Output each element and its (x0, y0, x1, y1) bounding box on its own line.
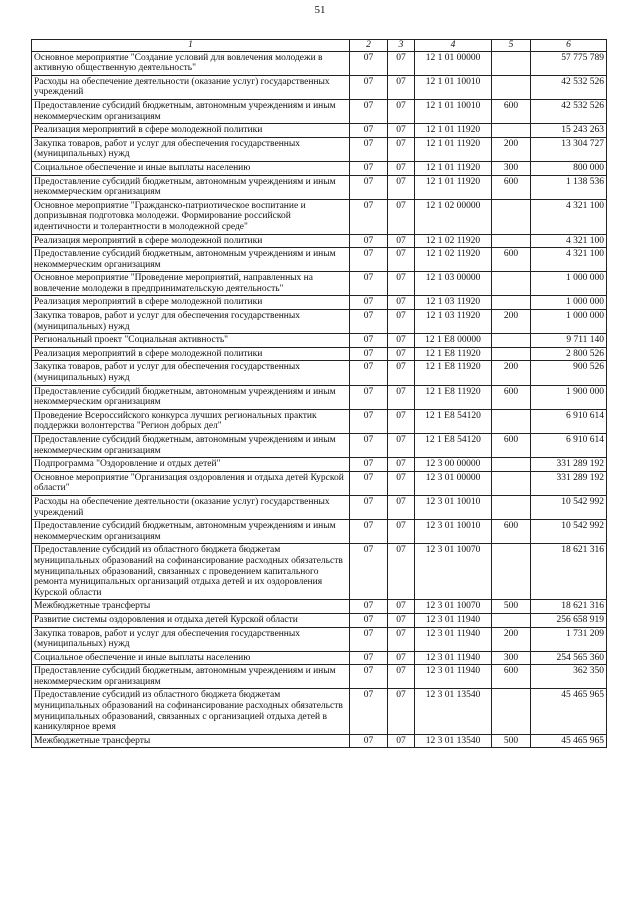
cell-section: 07 (350, 161, 388, 175)
cell-section: 07 (350, 385, 388, 409)
cell-expense-type (492, 51, 531, 75)
table-row (32, 734, 607, 748)
cell-subsection: 07 (388, 627, 415, 651)
cell-target-item: 12 1 E8 11920 (415, 361, 492, 385)
cell-subsection: 07 (388, 334, 415, 348)
cell-section: 07 (350, 175, 388, 199)
cell-subsection: 07 (388, 600, 415, 614)
table-row (32, 458, 607, 472)
cell-amount: 1 000 000 (531, 272, 607, 296)
cell-target-item: 12 1 03 00000 (415, 272, 492, 296)
table-row (32, 471, 607, 495)
cell-expense-type: 500 (492, 600, 531, 614)
cell-subsection: 07 (388, 665, 415, 689)
cell-expense-type (492, 544, 531, 600)
cell-subsection: 07 (388, 613, 415, 627)
table-row (32, 124, 607, 138)
cell-subsection: 07 (388, 409, 415, 433)
cell-section: 07 (350, 520, 388, 544)
cell-target-item: 12 1 02 11920 (415, 234, 492, 248)
cell-section: 07 (350, 234, 388, 248)
cell-amount: 1 900 000 (531, 385, 607, 409)
cell-section: 07 (350, 627, 388, 651)
cell-expense-type (492, 296, 531, 310)
cell-target-item: 12 1 01 11920 (415, 175, 492, 199)
cell-name: Реализация мероприятий в сфере молодежной политики (32, 347, 350, 361)
cell-target-item: 12 1 01 11920 (415, 161, 492, 175)
cell-section: 07 (350, 600, 388, 614)
cell-target-item: 12 1 E8 11920 (415, 347, 492, 361)
cell-expense-type: 500 (492, 734, 531, 748)
column-header-target-item: 4 (415, 40, 492, 52)
cell-amount: 45 465 965 (531, 689, 607, 734)
cell-name: Реализация мероприятий в сфере молодежной политики (32, 234, 350, 248)
cell-target-item: 12 3 01 13540 (415, 734, 492, 748)
cell-target-item: 12 1 E8 54120 (415, 409, 492, 433)
cell-name: Предоставление субсидий бюджетным, автономным учреждениям и иным некоммерческим организациям (32, 248, 350, 272)
cell-amount: 57 775 789 (531, 51, 607, 75)
cell-name: Основное мероприятие "Создание условий для вовлечения молодежи в активную общественную деятельность" (32, 51, 350, 75)
table-row (32, 361, 607, 385)
cell-expense-type: 600 (492, 520, 531, 544)
cell-section: 07 (350, 296, 388, 310)
table-row (32, 310, 607, 334)
cell-subsection: 07 (388, 471, 415, 495)
cell-expense-type (492, 272, 531, 296)
cell-amount: 362 350 (531, 665, 607, 689)
cell-section: 07 (350, 310, 388, 334)
cell-expense-type: 600 (492, 175, 531, 199)
cell-expense-type: 300 (492, 161, 531, 175)
table-row (32, 544, 607, 600)
cell-expense-type: 600 (492, 99, 531, 123)
cell-target-item: 12 1 01 11920 (415, 137, 492, 161)
cell-amount: 331 289 192 (531, 471, 607, 495)
cell-name: Предоставление субсидий бюджетным, автономным учреждениям и иным некоммерческим организациям (32, 385, 350, 409)
cell-section: 07 (350, 689, 388, 734)
cell-subsection: 07 (388, 310, 415, 334)
column-header-expense-type: 5 (492, 40, 531, 52)
cell-expense-type: 600 (492, 665, 531, 689)
cell-name: Основное мероприятие "Проведение мероприятий, направленных на вовлечение молодежи в предпринимательскую деятельность" (32, 272, 350, 296)
cell-section: 07 (350, 248, 388, 272)
column-header-amount: 6 (531, 40, 607, 52)
cell-amount: 800 000 (531, 161, 607, 175)
cell-subsection: 07 (388, 272, 415, 296)
cell-target-item: 12 1 01 10010 (415, 99, 492, 123)
table-row (32, 248, 607, 272)
table-row (32, 520, 607, 544)
cell-subsection: 07 (388, 124, 415, 138)
page-number: 51 (314, 4, 326, 16)
cell-target-item: 12 3 01 11940 (415, 651, 492, 665)
cell-amount: 42 532 526 (531, 75, 607, 99)
cell-subsection: 07 (388, 199, 415, 234)
cell-amount: 256 658 919 (531, 613, 607, 627)
cell-subsection: 07 (388, 520, 415, 544)
cell-subsection: 07 (388, 734, 415, 748)
cell-section: 07 (350, 458, 388, 472)
cell-section: 07 (350, 665, 388, 689)
cell-amount: 9 711 140 (531, 334, 607, 348)
cell-name: Региональный проект "Социальная активность" (32, 334, 350, 348)
cell-expense-type (492, 471, 531, 495)
cell-section: 07 (350, 361, 388, 385)
cell-expense-type: 300 (492, 651, 531, 665)
column-header-section: 2 (350, 40, 388, 52)
cell-amount: 10 542 992 (531, 520, 607, 544)
cell-amount: 1 138 536 (531, 175, 607, 199)
cell-name: Закупка товаров, работ и услуг для обеспечения государственных (муниципальных) нужд (32, 310, 350, 334)
cell-expense-type (492, 199, 531, 234)
cell-section: 07 (350, 347, 388, 361)
cell-target-item: 12 1 01 11920 (415, 124, 492, 138)
cell-subsection: 07 (388, 51, 415, 75)
table-row (32, 689, 607, 734)
table-row (32, 51, 607, 75)
cell-subsection: 07 (388, 651, 415, 665)
budget-table (31, 39, 607, 748)
cell-target-item: 12 3 01 10010 (415, 520, 492, 544)
table-row (32, 137, 607, 161)
cell-name: Проведение Всероссийского конкурса лучших региональных практик поддержки волонтерства "Регион добрых дел" (32, 409, 350, 433)
table-row (32, 651, 607, 665)
cell-name: Закупка товаров, работ и услуг для обеспечения государственных (муниципальных) нужд (32, 137, 350, 161)
cell-target-item: 12 1 E8 00000 (415, 334, 492, 348)
cell-subsection: 07 (388, 689, 415, 734)
cell-section: 07 (350, 613, 388, 627)
cell-name: Предоставление субсидий бюджетным, автономным учреждениям и иным некоммерческим организациям (32, 175, 350, 199)
cell-section: 07 (350, 434, 388, 458)
cell-target-item: 12 3 01 11940 (415, 613, 492, 627)
cell-amount: 42 532 526 (531, 99, 607, 123)
table-row (32, 409, 607, 433)
cell-name: Закупка товаров, работ и услуг для обеспечения государственных (муниципальных) нужд (32, 627, 350, 651)
cell-expense-type (492, 409, 531, 433)
cell-expense-type: 200 (492, 137, 531, 161)
cell-expense-type (492, 75, 531, 99)
cell-subsection: 07 (388, 361, 415, 385)
cell-subsection: 07 (388, 544, 415, 600)
cell-subsection: 07 (388, 75, 415, 99)
cell-section: 07 (350, 495, 388, 519)
cell-name: Межбюджетные трансферты (32, 600, 350, 614)
cell-expense-type: 600 (492, 434, 531, 458)
table-row (32, 613, 607, 627)
cell-section: 07 (350, 199, 388, 234)
cell-target-item: 12 1 E8 54120 (415, 434, 492, 458)
cell-subsection: 07 (388, 458, 415, 472)
cell-expense-type (492, 613, 531, 627)
cell-target-item: 12 1 01 00000 (415, 51, 492, 75)
cell-amount: 15 243 263 (531, 124, 607, 138)
cell-amount: 6 910 614 (531, 409, 607, 433)
cell-target-item: 12 3 01 11940 (415, 627, 492, 651)
cell-amount: 6 910 614 (531, 434, 607, 458)
table-row (32, 334, 607, 348)
table-row (32, 434, 607, 458)
table-body (32, 51, 607, 748)
cell-name: Развитие системы оздоровления и отдыха детей Курской области (32, 613, 350, 627)
table-row (32, 296, 607, 310)
cell-name: Социальное обеспечение и иные выплаты населению (32, 651, 350, 665)
cell-name: Реализация мероприятий в сфере молодежной политики (32, 124, 350, 138)
cell-expense-type (492, 124, 531, 138)
cell-section: 07 (350, 51, 388, 75)
cell-target-item: 12 1 02 00000 (415, 199, 492, 234)
table-row (32, 385, 607, 409)
cell-expense-type: 600 (492, 248, 531, 272)
cell-subsection: 07 (388, 161, 415, 175)
cell-section: 07 (350, 544, 388, 600)
cell-amount: 13 304 727 (531, 137, 607, 161)
cell-name: Расходы на обеспечение деятельности (оказание услуг) государственных учреждений (32, 495, 350, 519)
cell-target-item: 12 1 02 11920 (415, 248, 492, 272)
cell-target-item: 12 3 01 10070 (415, 544, 492, 600)
cell-section: 07 (350, 734, 388, 748)
cell-subsection: 07 (388, 434, 415, 458)
cell-name: Предоставление субсидий бюджетным, автономным учреждениям и иным некоммерческим организациям (32, 434, 350, 458)
cell-target-item: 12 3 01 13540 (415, 689, 492, 734)
cell-name: Расходы на обеспечение деятельности (оказание услуг) государственных учреждений (32, 75, 350, 99)
cell-name: Подпрограмма "Оздоровление и отдых детей" (32, 458, 350, 472)
cell-name: Основное мероприятие "Гражданско-патриотическое воспитание и допризывная подготовка молодежи. Формирование российской идентичности и толерантности в молодежной среде" (32, 199, 350, 234)
cell-target-item: 12 3 01 00000 (415, 471, 492, 495)
cell-expense-type (492, 347, 531, 361)
cell-name: Закупка товаров, работ и услуг для обеспечения государственных (муниципальных) нужд (32, 361, 350, 385)
cell-amount: 1 731 209 (531, 627, 607, 651)
cell-subsection: 07 (388, 137, 415, 161)
cell-subsection: 07 (388, 296, 415, 310)
cell-section: 07 (350, 334, 388, 348)
table-row (32, 234, 607, 248)
cell-section: 07 (350, 75, 388, 99)
cell-target-item: 12 1 01 10010 (415, 75, 492, 99)
cell-name: Предоставление субсидий из областного бюджета бюджетам муниципальных образований на софинансирование расходных обязательств муниципальных образований, связанных с организацией отдыха детей в каникулярное время (32, 689, 350, 734)
cell-name: Предоставление субсидий бюджетным, автономным учреждениям и иным некоммерческим организациям (32, 520, 350, 544)
cell-target-item: 12 3 00 00000 (415, 458, 492, 472)
cell-section: 07 (350, 99, 388, 123)
table-row (32, 600, 607, 614)
cell-section: 07 (350, 272, 388, 296)
cell-amount: 1 000 000 (531, 296, 607, 310)
table-row (32, 175, 607, 199)
cell-target-item: 12 1 E8 11920 (415, 385, 492, 409)
cell-section: 07 (350, 471, 388, 495)
cell-target-item: 12 1 03 11920 (415, 296, 492, 310)
cell-expense-type: 600 (492, 385, 531, 409)
column-header-subsection: 3 (388, 40, 415, 52)
table-row (32, 272, 607, 296)
cell-expense-type: 200 (492, 627, 531, 651)
cell-subsection: 07 (388, 385, 415, 409)
cell-expense-type: 200 (492, 310, 531, 334)
cell-amount: 2 800 526 (531, 347, 607, 361)
table-row (32, 495, 607, 519)
table-header-row (32, 40, 607, 52)
cell-section: 07 (350, 651, 388, 665)
cell-name: Предоставление субсидий из областного бюджета бюджетам муниципальных образований на софинансирование расходных обязательств муниципальных образований, связанных с проведением капитального ремонта муниципальных организаций отдыха детей и их оздоровления Курской области (32, 544, 350, 600)
cell-expense-type (492, 458, 531, 472)
cell-amount: 1 000 000 (531, 310, 607, 334)
cell-amount: 45 465 965 (531, 734, 607, 748)
cell-name: Социальное обеспечение и иные выплаты населению (32, 161, 350, 175)
column-header-name: 1 (32, 40, 350, 52)
table-row (32, 665, 607, 689)
cell-target-item: 12 1 03 11920 (415, 310, 492, 334)
cell-amount: 4 321 100 (531, 199, 607, 234)
cell-expense-type (492, 334, 531, 348)
table-row (32, 347, 607, 361)
cell-target-item: 12 3 01 10010 (415, 495, 492, 519)
cell-section: 07 (350, 409, 388, 433)
cell-expense-type: 200 (492, 361, 531, 385)
cell-subsection: 07 (388, 99, 415, 123)
cell-name: Основное мероприятие "Организация оздоровления и отдыха детей Курской области" (32, 471, 350, 495)
table-row (32, 627, 607, 651)
cell-target-item: 12 3 01 11940 (415, 665, 492, 689)
cell-amount: 331 289 192 (531, 458, 607, 472)
cell-subsection: 07 (388, 234, 415, 248)
cell-subsection: 07 (388, 248, 415, 272)
cell-amount: 18 621 316 (531, 544, 607, 600)
cell-amount: 18 621 316 (531, 600, 607, 614)
cell-subsection: 07 (388, 347, 415, 361)
table-row (32, 161, 607, 175)
cell-amount: 900 526 (531, 361, 607, 385)
cell-amount: 10 542 992 (531, 495, 607, 519)
cell-name: Межбюджетные трансферты (32, 734, 350, 748)
cell-target-item: 12 3 01 10070 (415, 600, 492, 614)
cell-name: Предоставление субсидий бюджетным, автономным учреждениям и иным некоммерческим организациям (32, 99, 350, 123)
table-row (32, 75, 607, 99)
cell-expense-type (492, 234, 531, 248)
cell-expense-type (492, 689, 531, 734)
cell-name: Реализация мероприятий в сфере молодежной политики (32, 296, 350, 310)
cell-subsection: 07 (388, 495, 415, 519)
cell-amount: 4 321 100 (531, 248, 607, 272)
cell-amount: 4 321 100 (531, 234, 607, 248)
table-row (32, 99, 607, 123)
cell-amount: 254 565 360 (531, 651, 607, 665)
cell-section: 07 (350, 124, 388, 138)
table-row (32, 199, 607, 234)
cell-name: Предоставление субсидий бюджетным, автономным учреждениям и иным некоммерческим организациям (32, 665, 350, 689)
cell-section: 07 (350, 137, 388, 161)
cell-subsection: 07 (388, 175, 415, 199)
cell-expense-type (492, 495, 531, 519)
